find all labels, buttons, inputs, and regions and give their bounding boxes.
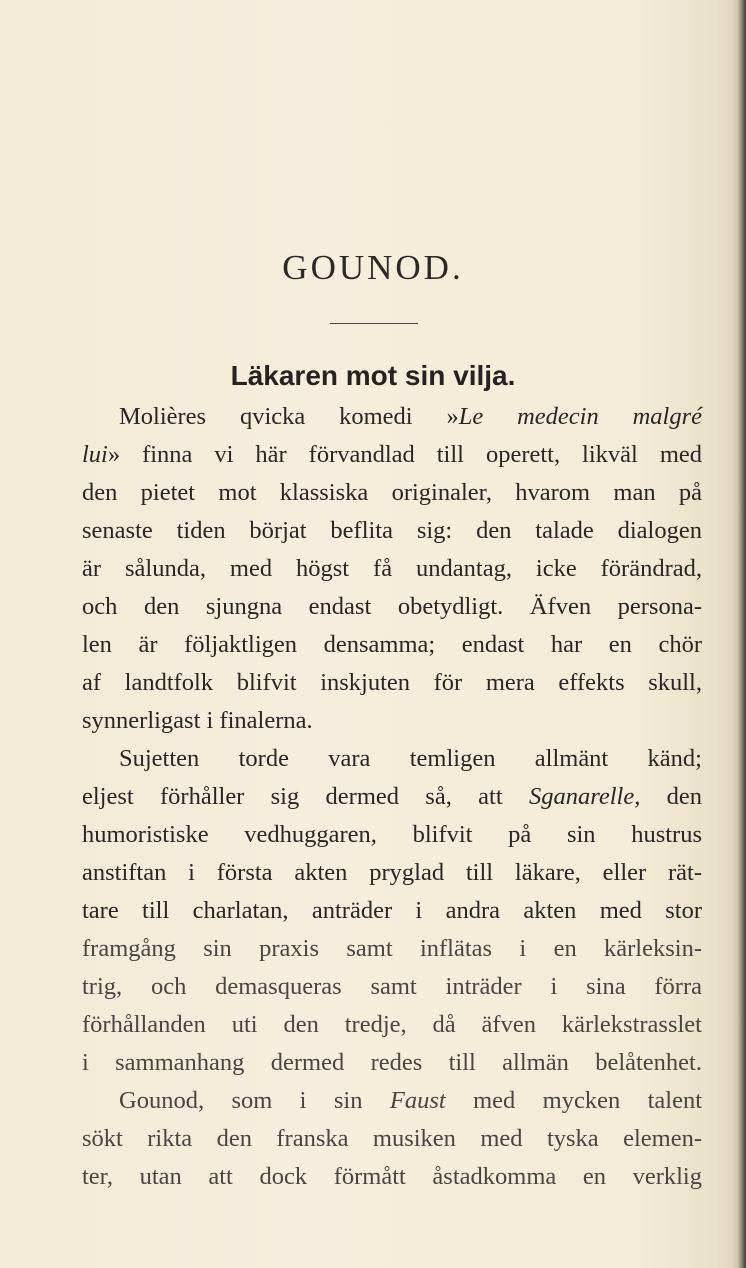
text-line: humoristiske vedhuggaren, blifvit på sin hustrus bbox=[82, 821, 702, 848]
text-line: är sålunda, med högst få undantag, icke förändrad, bbox=[82, 555, 702, 582]
text-line: i sammanhang dermed redes till allmän belåtenhet. bbox=[82, 1049, 702, 1076]
text-line: Molières qvicka komedi »Le medecin malgré bbox=[119, 403, 702, 430]
text-line: tare till charlatan, anträder i andra akten med stor bbox=[82, 897, 702, 924]
section-heading: Läkaren mot sin vilja. bbox=[230, 360, 516, 391]
text-line: lui» finna vi här förvandlad till operett, likväl med bbox=[82, 441, 702, 468]
text-line: af landtfolk blifvit inskjuten för mera effekts skull, bbox=[82, 669, 702, 696]
page-edge-shadow bbox=[732, 0, 746, 1268]
text-line: len är följaktligen densamma; endast har en chör bbox=[82, 631, 702, 658]
text-line: och den sjungna endast obetydligt. Äfven persona- bbox=[82, 593, 702, 620]
text-line: förhållanden uti den tredje, då äfven kärlekstrasslet bbox=[82, 1011, 702, 1038]
text-line: sökt rikta den franska musiken med tyska elemen- bbox=[82, 1125, 702, 1152]
text-line: eljest förhåller sig dermed så, att Sganarelle, den bbox=[82, 783, 703, 810]
text-line: anstiftan i första akten pryglad till läkare, eller rät- bbox=[82, 859, 702, 886]
text-line: synnerligast i finalerna. bbox=[82, 707, 313, 734]
text-line: ter, utan att dock förmått åstadkomma en verklig bbox=[82, 1163, 702, 1190]
text-line: Gounod, som i sin Faust med mycken talent bbox=[119, 1087, 703, 1114]
text-line: framgång sin praxis samt inflätas i en kärleksin- bbox=[82, 935, 702, 962]
chapter-title: GOUNOD. bbox=[282, 248, 464, 287]
text-line: senaste tiden börjat beflita sig: den talade dialogen bbox=[82, 517, 702, 544]
title-divider bbox=[330, 323, 418, 324]
text-line: trig, och demasqueras samt inträder i sina förra bbox=[82, 973, 702, 1000]
text-line: den pietet mot klassiska originaler, hvarom man på bbox=[82, 479, 702, 506]
text-line: Sujetten torde vara temligen allmänt känd; bbox=[119, 745, 702, 772]
